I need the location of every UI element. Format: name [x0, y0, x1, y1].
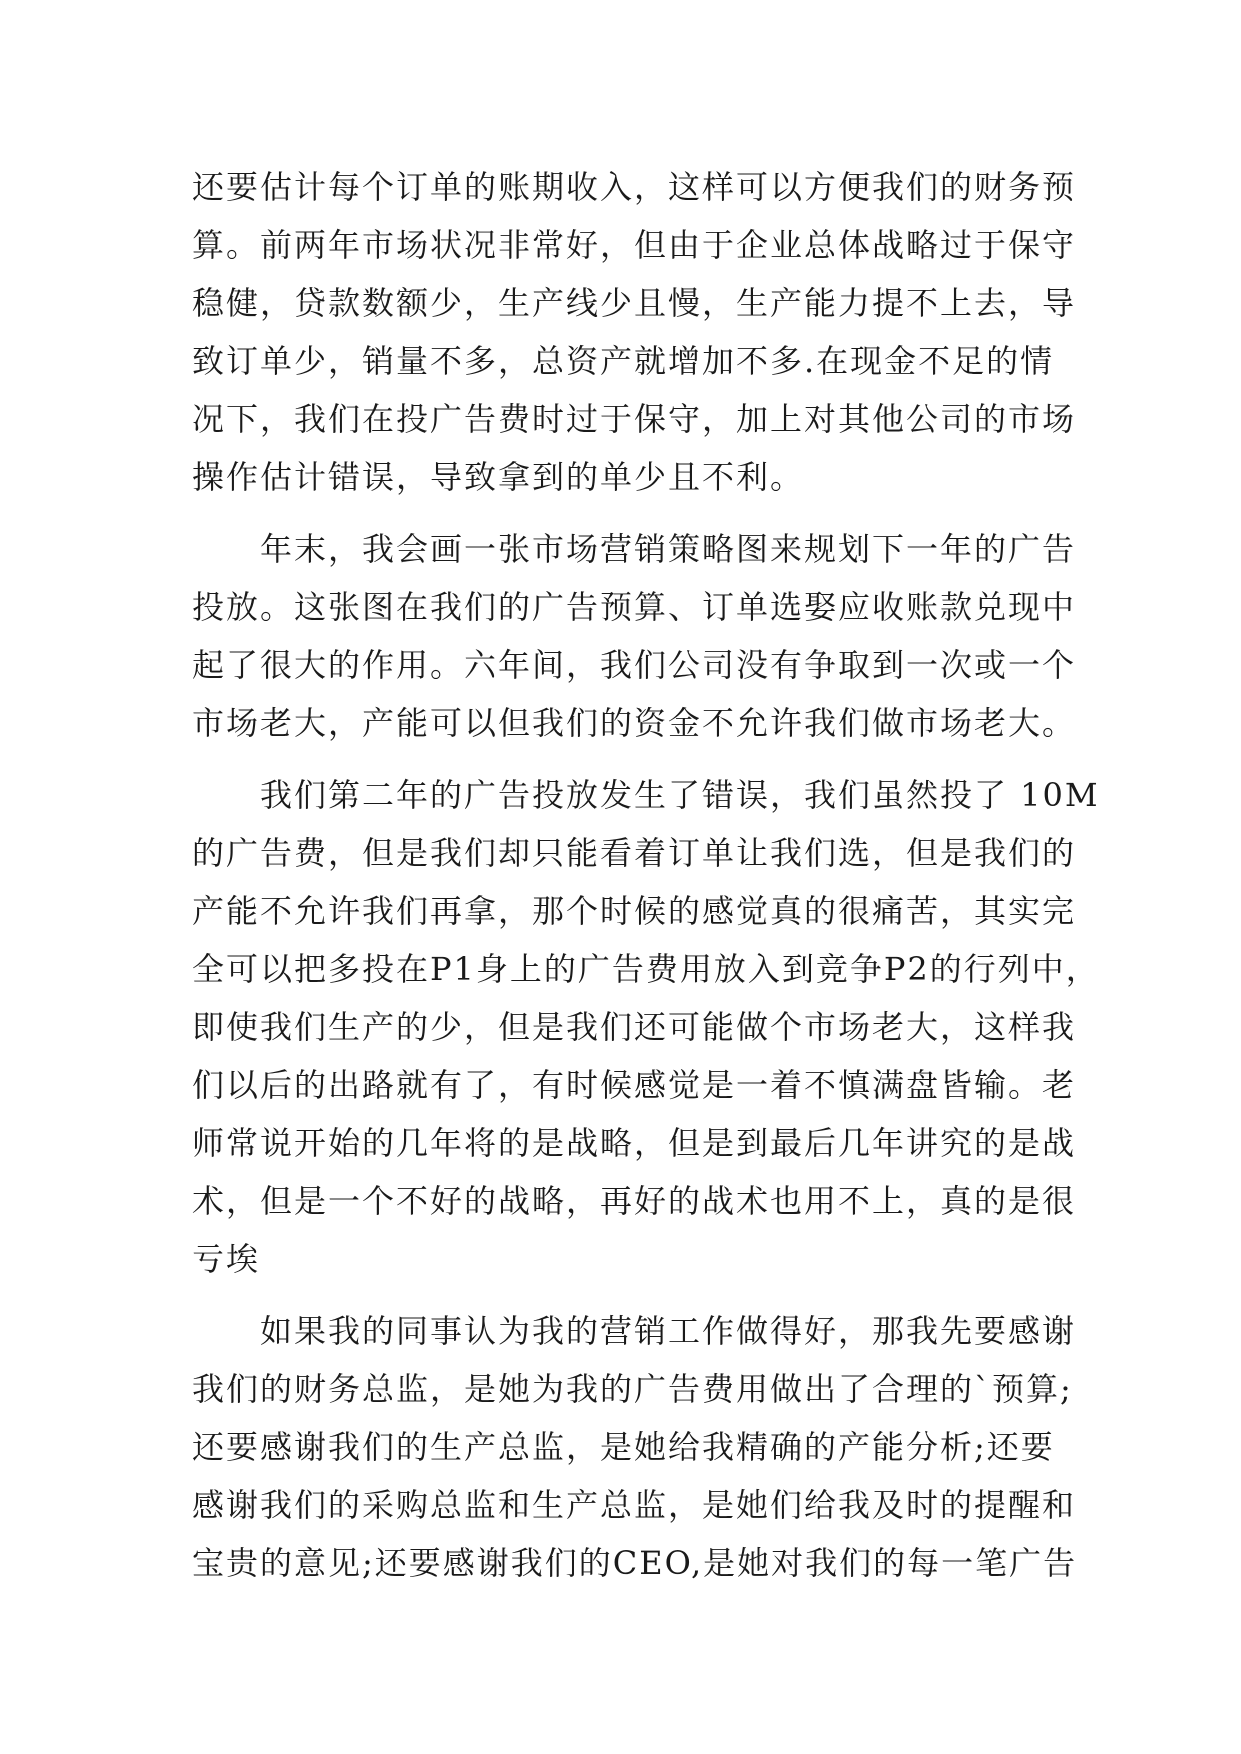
text-line: 年末，我会画一张市场营销策略图来规划下一年的广告 — [192, 530, 1077, 568]
text-line: 还要感谢我们的生产总监，是她给我精确的产能分析;还要 — [192, 1428, 1055, 1466]
text-line: 师常说开始的几年将的是战略，但是到最后几年讲究的是战 — [192, 1124, 1077, 1162]
text-line: 稳健，贷款数额少，生产线少且慢，生产能力提不上去，导 — [192, 284, 1077, 322]
text-line: 感谢我们的采购总监和生产总监，是她们给我及时的提醒和 — [192, 1486, 1077, 1524]
text-line: 全可以把多投在P1身上的广告费用放入到竞争P2的行列中， — [192, 950, 1100, 988]
paragraph-3 — [192, 766, 1100, 1288]
paragraph-1 — [192, 158, 1077, 506]
text-line: 起了很大的作用。六年间，我们公司没有争取到一次或一个 — [192, 646, 1077, 684]
text-line: 我们第二年的广告投放发生了错误，我们虽然投了 10M — [192, 776, 1100, 814]
text-line: 的广告费，但是我们却只能看着订单让我们选，但是我们的 — [192, 834, 1077, 872]
text-line: 还要估计每个订单的账期收入，这样可以方便我们的财务预 — [192, 168, 1077, 206]
text-line: 况下，我们在投广告费时过于保守，加上对其他公司的市场 — [192, 400, 1077, 438]
paragraph-4 — [192, 1302, 1078, 1592]
text-line: 术，但是一个不好的战略，再好的战术也用不上，真的是很 — [192, 1182, 1077, 1220]
text-line: 们以后的出路就有了，有时候感觉是一着不慎满盘皆输。老 — [192, 1066, 1077, 1104]
text-line: 市场老大，产能可以但我们的资金不允许我们做市场老大。 — [192, 704, 1077, 742]
text-line: 即使我们生产的少，但是我们还可能做个市场老大，这样我 — [192, 1008, 1077, 1046]
text-line: 我们的财务总监，是她为我的广告费用做出了合理的`预算; — [192, 1370, 1073, 1408]
text-line: 致订单少，销量不多，总资产就增加不多.在现金不足的情 — [192, 342, 1055, 380]
text-line: 如果我的同事认为我的营销工作做得好，那我先要感谢 — [192, 1312, 1077, 1350]
document-body — [192, 158, 1100, 1592]
text-line: 操作估计错误，导致拿到的单少且不利。 — [192, 458, 805, 496]
text-line: 投放。这张图在我们的广告预算、订单选娶应收账款兑现中 — [192, 588, 1077, 626]
text-line: 亏埃 — [192, 1240, 261, 1278]
text-line: 宝贵的意见;还要感谢我们的CEO,是她对我们的每一笔广告 — [192, 1544, 1078, 1582]
text-line: 算。前两年市场状况非常好，但由于企业总体战略过于保守 — [192, 226, 1077, 264]
text-line: 产能不允许我们再拿，那个时候的感觉真的很痛苦，其实完 — [192, 892, 1077, 930]
paragraph-2 — [192, 520, 1077, 752]
